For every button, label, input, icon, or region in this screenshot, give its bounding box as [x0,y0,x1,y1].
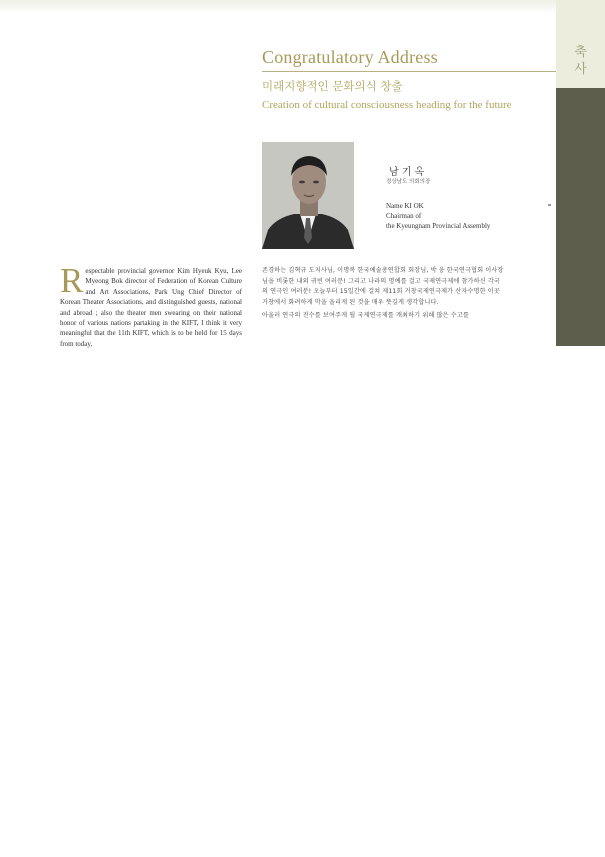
section-side-tab [556,0,605,346]
korean-subtitle: 미래지향적인 문화의식 창출 [262,79,403,93]
author-name-english: Name KI OK [386,202,424,210]
author-credit-english [386,201,490,231]
korean-body-paragraph-1: 존경하는 김혁규 도지사님, 이명복 한국예술총연합회 회장님, 박 웅 한국연극협회 이사장님을 비롯한 내외 귀빈 여러분! 그리고 나라의 명예를 걸고 국제연극제에 참가하신 각국의 연극인 여러분! 오늘부터 15일간에 걸쳐 제11회 거창국제연극제가 산자수명한 이곳 거창에서 화려하게 막을 올리게 된 것을 매우 뜻깊게 생각합니다. [262,267,504,306]
side-tab-label-line-2: 사 [574,62,587,77]
korean-body-paragraph-2: 아울러 연극의 진수를 보여주게 될 국제연극제를 개최하기 위해 많은 수고를 [262,311,469,319]
english-subtitle: Creation of cultural consciousness heading for the future [262,99,512,111]
korean-body-text [262,266,504,324]
author-title-english-line-2: the Kyeungnam Provincial Assembly [386,222,491,230]
side-tab-label [556,44,605,78]
english-body-text [60,261,242,349]
top-edge-tint [0,0,556,14]
english-body-paragraph: espectable provincial governor Kim Hyeuk Kyu, Lee Myeong Bok director of Federation of Korean Culture and Art Associations, Park Ung Chief Director of Korean Theater Associations, and distinguished guests, national and abroad ; also the theater men swearing on their national honor of various nations partaking in the KIFT, I think it very meaningful that the 11th KIFT, which is to be held for 15 days from today, [60,267,242,348]
title-underline-divider [262,71,556,72]
author-portrait-photo [262,142,354,249]
page-title: Congratulatory Address [262,47,438,67]
drop-cap-letter: R [60,261,84,300]
author-title-english-line-1: Chairman of [386,212,422,220]
author-title-korean: 경상남도 의회의장 [386,179,431,185]
margin-mark [548,204,551,206]
side-tab-label-line-1: 축 [574,45,587,60]
side-tab-dark-band [556,88,605,346]
author-name-korean: 남 기 옥 [389,167,425,178]
